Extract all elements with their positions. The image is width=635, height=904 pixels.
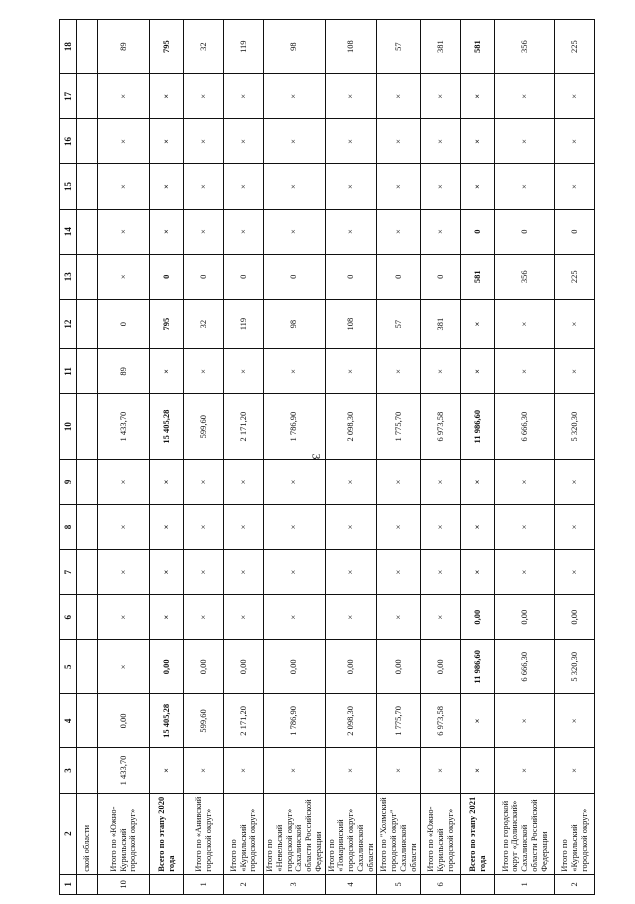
- row-number: 6: [421, 874, 461, 894]
- table-cell: ×: [495, 74, 555, 119]
- table-cell: ×: [264, 119, 326, 164]
- table-cell: ×: [184, 595, 224, 640]
- table-cell: ×: [98, 74, 150, 119]
- table-cell: ×: [98, 595, 150, 640]
- table-cell: ×: [495, 164, 555, 209]
- table-cell: 89: [98, 20, 150, 74]
- table-cell: 1 775,70: [377, 394, 421, 459]
- table-cell: ×: [98, 640, 150, 694]
- row-name: Итого по «Южно-Курильский городской округ»: [98, 793, 150, 874]
- table-cell: ×: [224, 748, 264, 793]
- column-header: 16: [60, 119, 77, 164]
- table-cell: ×: [184, 349, 224, 394]
- table-cell: ×: [421, 209, 461, 254]
- table-cell: ×: [224, 349, 264, 394]
- column-header: 12: [60, 299, 77, 349]
- table-cell: ×: [461, 748, 495, 793]
- table-cell: ×: [264, 74, 326, 119]
- table-cell: ×: [150, 504, 184, 549]
- table-cell: ×: [555, 349, 595, 394]
- table-cell: ×: [224, 504, 264, 549]
- table-cell: ×: [377, 550, 421, 595]
- table-cell: ×: [377, 349, 421, 394]
- table-cell: 6 973,58: [421, 694, 461, 748]
- table-cell: ×: [377, 504, 421, 549]
- table-cell: ×: [150, 74, 184, 119]
- table-cell: ×: [184, 459, 224, 504]
- table-cell: ×: [495, 119, 555, 164]
- table-cell: 0: [184, 254, 224, 299]
- table-row: [98, 20, 150, 895]
- table-cell: ×: [184, 550, 224, 595]
- table-cell: 119: [224, 299, 264, 349]
- table-cell: 98: [264, 299, 326, 349]
- column-header: 17: [60, 74, 77, 119]
- table-cell: 5 320,30: [555, 394, 595, 459]
- table-cell: 57: [377, 20, 421, 74]
- table-cell: ×: [325, 550, 377, 595]
- table-cell: 0: [264, 254, 326, 299]
- row-number: 4: [325, 874, 377, 894]
- table-cell: 57: [377, 299, 421, 349]
- table-cell: ×: [555, 74, 595, 119]
- table-cell: ×: [150, 119, 184, 164]
- table-cell: ×: [325, 504, 377, 549]
- page-number: 3: [309, 453, 324, 460]
- row-name: Всего по этапу 2021 года: [461, 793, 495, 874]
- table-cell: ×: [264, 748, 326, 793]
- column-header: 7: [60, 550, 77, 595]
- header-row: [60, 20, 77, 895]
- table-cell: ×: [264, 504, 326, 549]
- table-cell: ×: [98, 550, 150, 595]
- table-cell: 0: [555, 209, 595, 254]
- column-header: 2: [60, 793, 77, 874]
- table-cell: 2 171,20: [224, 694, 264, 748]
- table-cell: 0: [150, 254, 184, 299]
- table-cell: ×: [325, 595, 377, 640]
- table-cell: 795: [150, 299, 184, 349]
- table-cell: ×: [421, 595, 461, 640]
- table-cell: ×: [421, 459, 461, 504]
- table-cell: ×: [224, 595, 264, 640]
- table-cell: ×: [98, 209, 150, 254]
- table-cell: ×: [325, 748, 377, 793]
- table-row: [495, 20, 555, 895]
- table-cell: ×: [495, 550, 555, 595]
- column-header: 3: [60, 748, 77, 793]
- table-cell: ×: [325, 349, 377, 394]
- row-name: Итого по городской округ «Долинский» Сахалинской области Российской Федерации: [495, 793, 555, 874]
- table-row: [377, 20, 421, 895]
- table-cell: 0: [421, 254, 461, 299]
- column-header: 8: [60, 504, 77, 549]
- table-row: [224, 20, 264, 895]
- table-cell: ×: [224, 550, 264, 595]
- table-cell: 108: [325, 299, 377, 349]
- continuation-text: ской области: [77, 793, 98, 874]
- table-cell: ×: [461, 74, 495, 119]
- table-cell: ×: [150, 164, 184, 209]
- table-cell: ×: [150, 595, 184, 640]
- table-cell: ×: [377, 164, 421, 209]
- table-cell: ×: [495, 299, 555, 349]
- table-cell: 0,00: [377, 640, 421, 694]
- table-cell: ×: [150, 349, 184, 394]
- table-cell: 225: [555, 20, 595, 74]
- table-cell: ×: [461, 550, 495, 595]
- row-name: Итого по «Томаринский городской округ» Сахалинской области: [325, 793, 377, 874]
- table-cell: 1 775,70: [377, 694, 421, 748]
- table-cell: ×: [421, 748, 461, 793]
- table-cell: ×: [495, 694, 555, 748]
- table-cell: 225: [555, 254, 595, 299]
- table-cell: 6 973,58: [421, 394, 461, 459]
- table-cell: ×: [495, 349, 555, 394]
- table-row: [421, 20, 461, 895]
- table-cell: ×: [377, 595, 421, 640]
- table-row: [264, 20, 326, 895]
- table-cell: ×: [461, 459, 495, 504]
- table-cell: 599,60: [184, 694, 224, 748]
- row-name: Всего по этапу 2020 года: [150, 793, 184, 874]
- table-cell: ×: [98, 504, 150, 549]
- column-header: 5: [60, 640, 77, 694]
- table-cell: 32: [184, 299, 224, 349]
- table-cell: ×: [555, 748, 595, 793]
- table-cell: ×: [461, 299, 495, 349]
- table-cell: ×: [325, 209, 377, 254]
- table-cell: 0,00: [461, 595, 495, 640]
- row-name: Итого по «Анивский городской округ»: [184, 793, 224, 874]
- table-cell: 0,00: [98, 694, 150, 748]
- table-cell: 11 986,60: [461, 640, 495, 694]
- table-cell: 581: [461, 20, 495, 74]
- table-cell: ×: [325, 164, 377, 209]
- table-stage: [59, 19, 589, 895]
- table-cell: ×: [377, 748, 421, 793]
- column-header: 11: [60, 349, 77, 394]
- table-row: [325, 20, 377, 895]
- table-body: [60, 20, 595, 895]
- table-cell: 1 433,70: [98, 394, 150, 459]
- table-cell: 2 098,30: [325, 694, 377, 748]
- table-cell: 0: [224, 254, 264, 299]
- table-cell: ×: [150, 209, 184, 254]
- table-cell: 0: [98, 299, 150, 349]
- row-number: 2: [555, 874, 595, 894]
- table-cell: ×: [184, 504, 224, 549]
- row-name: Итого по «Курильский городской округ»: [224, 793, 264, 874]
- row-name: Итого по «Курильский городской округ»: [555, 793, 595, 874]
- table-cell: ×: [98, 254, 150, 299]
- table-cell: 599,60: [184, 394, 224, 459]
- table-cell: ×: [264, 349, 326, 394]
- column-header: 6: [60, 595, 77, 640]
- table-cell: ×: [461, 504, 495, 549]
- table-cell: ×: [377, 459, 421, 504]
- table-cell: 0: [377, 254, 421, 299]
- table-cell: 0: [325, 254, 377, 299]
- table-cell: ×: [461, 119, 495, 164]
- continuation-row: [77, 20, 98, 895]
- table-cell: 1 786,90: [264, 694, 326, 748]
- table-cell: ×: [98, 459, 150, 504]
- table-cell: 1 786,90: [264, 394, 326, 459]
- column-header: 1: [60, 874, 77, 894]
- table-cell: 32: [184, 20, 224, 74]
- table-cell: ×: [184, 74, 224, 119]
- table-cell: 108: [325, 20, 377, 74]
- column-header: 15: [60, 164, 77, 209]
- table-cell: 15 405,28: [150, 694, 184, 748]
- table-cell: ×: [555, 164, 595, 209]
- table-cell: ×: [421, 119, 461, 164]
- table-cell: 356: [495, 254, 555, 299]
- table-cell: ×: [224, 209, 264, 254]
- table-cell: ×: [325, 119, 377, 164]
- row-number: 1: [495, 874, 555, 894]
- total-row: [461, 20, 495, 895]
- table-cell: ×: [421, 550, 461, 595]
- table-cell: ×: [150, 748, 184, 793]
- table-cell: 15 405,28: [150, 394, 184, 459]
- table-cell: 0,00: [150, 640, 184, 694]
- table-cell: ×: [377, 74, 421, 119]
- table-row: [184, 20, 224, 895]
- table-cell: ×: [264, 595, 326, 640]
- total-row: [150, 20, 184, 895]
- table-cell: ×: [555, 550, 595, 595]
- table-cell: 581: [461, 254, 495, 299]
- table-cell: 1 433,70: [98, 748, 150, 793]
- table-cell: ×: [421, 504, 461, 549]
- table-cell: ×: [421, 164, 461, 209]
- row-number: 3: [264, 874, 326, 894]
- table-cell: 0,00: [421, 640, 461, 694]
- row-number: 10: [98, 874, 150, 894]
- table-cell: ×: [264, 164, 326, 209]
- table-cell: ×: [461, 349, 495, 394]
- table-cell: ×: [421, 349, 461, 394]
- table-cell: 0,00: [224, 640, 264, 694]
- table-row: [555, 20, 595, 895]
- table-cell: ×: [495, 748, 555, 793]
- table-cell: ×: [224, 164, 264, 209]
- row-number: 5: [377, 874, 421, 894]
- table-cell: ×: [555, 694, 595, 748]
- table-cell: 0,00: [555, 595, 595, 640]
- table-cell: ×: [224, 459, 264, 504]
- rotated-page: [59, 19, 589, 895]
- table-cell: ×: [264, 459, 326, 504]
- table-cell: ×: [325, 459, 377, 504]
- column-header: 10: [60, 394, 77, 459]
- table-cell: ×: [184, 748, 224, 793]
- table-cell: ×: [224, 119, 264, 164]
- table-cell: ×: [421, 74, 461, 119]
- table-cell: 795: [150, 20, 184, 74]
- column-header: 9: [60, 459, 77, 504]
- table-cell: ×: [264, 550, 326, 595]
- table-cell: 119: [224, 20, 264, 74]
- row-number: [150, 874, 184, 894]
- table-cell: 381: [421, 20, 461, 74]
- table-cell: ×: [461, 164, 495, 209]
- table-cell: 6 666,30: [495, 394, 555, 459]
- row-name: Итого по «Южно-Курильский городской округ»: [421, 793, 461, 874]
- table-cell: 0,00: [495, 595, 555, 640]
- table-cell: ×: [150, 550, 184, 595]
- data-table: [59, 19, 595, 895]
- row-number: [461, 874, 495, 894]
- table-cell: ×: [184, 119, 224, 164]
- table-cell: ×: [98, 164, 150, 209]
- table-cell: ×: [377, 119, 421, 164]
- table-cell: 0: [461, 209, 495, 254]
- table-cell: ×: [98, 119, 150, 164]
- table-cell: ×: [555, 119, 595, 164]
- table-cell: ×: [325, 74, 377, 119]
- table-cell: 11 986,60: [461, 394, 495, 459]
- table-cell: ×: [184, 209, 224, 254]
- column-header: 18: [60, 20, 77, 74]
- table-cell: ×: [224, 74, 264, 119]
- table-cell: ×: [555, 504, 595, 549]
- table-cell: ×: [264, 209, 326, 254]
- table-cell: 2 171,20: [224, 394, 264, 459]
- row-number: 2: [224, 874, 264, 894]
- column-header: 13: [60, 254, 77, 299]
- row-number: 1: [184, 874, 224, 894]
- table-cell: 0,00: [184, 640, 224, 694]
- table-cell: ×: [555, 459, 595, 504]
- column-header: 14: [60, 209, 77, 254]
- table-cell: 0,00: [264, 640, 326, 694]
- table-cell: 0: [495, 209, 555, 254]
- row-name: Итого по «Невельский городской округ» Сахалинской области Российской Федерации: [264, 793, 326, 874]
- table-cell: 6 666,30: [495, 640, 555, 694]
- table-cell: 0,00: [325, 640, 377, 694]
- column-header: 4: [60, 694, 77, 748]
- table-cell: [77, 874, 98, 894]
- table-cell: ×: [377, 209, 421, 254]
- table-cell: 5 320,30: [555, 640, 595, 694]
- table-cell: ×: [495, 504, 555, 549]
- table-cell: 381: [421, 299, 461, 349]
- row-name: Итого по "Холмский городской округ" Сахалинской области: [377, 793, 421, 874]
- table-cell: ×: [555, 299, 595, 349]
- table-cell: 2 098,30: [325, 394, 377, 459]
- table-cell: 89: [98, 349, 150, 394]
- table-cell: ×: [461, 694, 495, 748]
- table-cell: 98: [264, 20, 326, 74]
- table-cell: ×: [495, 459, 555, 504]
- table-cell: 356: [495, 20, 555, 74]
- table-cell: ×: [150, 459, 184, 504]
- table-cell: ×: [184, 164, 224, 209]
